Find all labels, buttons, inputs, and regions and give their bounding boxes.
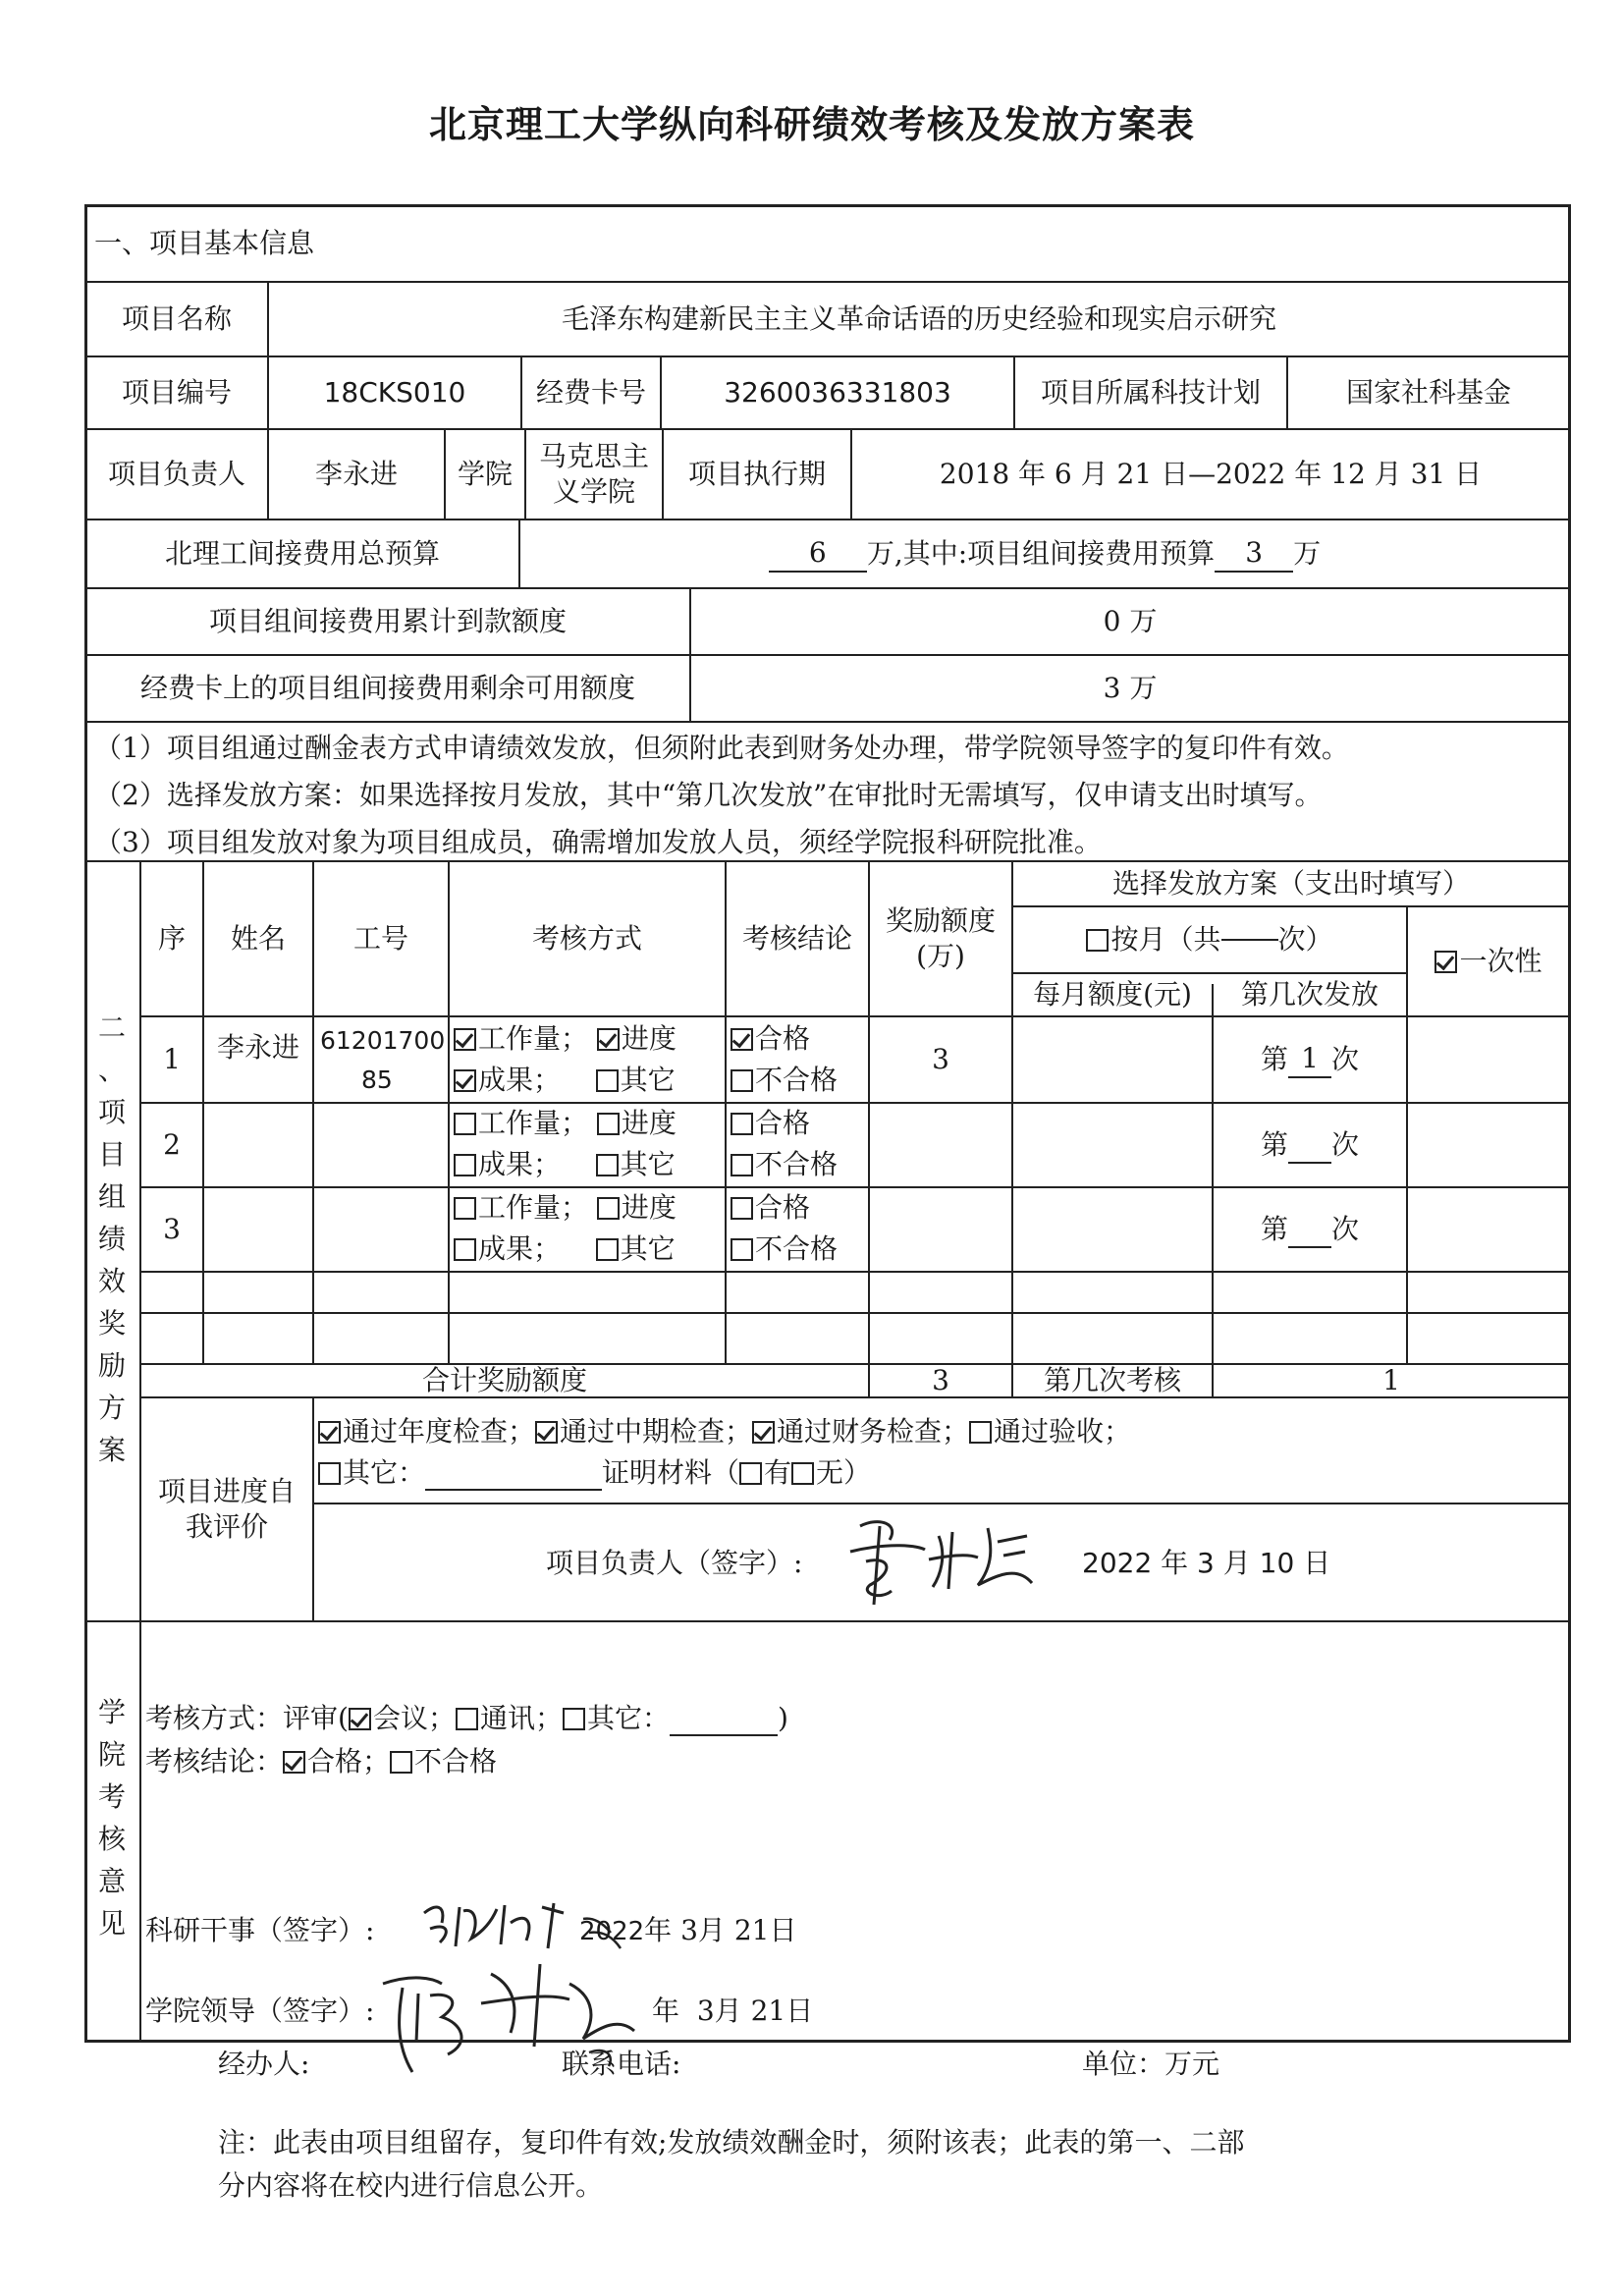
row1-result-checkbox[interactable] (454, 1069, 476, 1092)
acceptance-label: 通过验收； (994, 1415, 1132, 1448)
leader-label: 项目负责人 (107, 457, 245, 490)
row2-workload-checkbox[interactable] (454, 1113, 476, 1135)
other-check-blank[interactable] (425, 1457, 602, 1491)
mid-check-label: 通过中期检查； (560, 1415, 753, 1448)
review-other-checkbox[interactable] (563, 1708, 585, 1730)
leader-year-unit: 年 (652, 1995, 680, 2027)
secretary-year: 2022 (579, 1917, 645, 1946)
row2-fail-checkbox[interactable] (731, 1154, 753, 1176)
fail-label: 不合格 (755, 1232, 839, 1265)
header-name: 姓名 (230, 921, 286, 955)
result-label: 成果； (478, 1232, 562, 1265)
acceptance-checkbox[interactable] (969, 1421, 992, 1444)
row3-method-line2 (454, 1233, 676, 1265)
monthly-label-tail: 次） (1277, 922, 1333, 956)
card-no-value: 3260036331803 (724, 375, 951, 409)
row3-workload-checkbox[interactable] (454, 1197, 476, 1220)
nth-prefix: 第 (1260, 1042, 1288, 1075)
college-value: 马克思主义学院 (538, 439, 649, 508)
finance-check-checkbox[interactable] (752, 1421, 775, 1444)
once-checkbox[interactable] (1435, 951, 1457, 973)
secretary-year-unit: 年 (644, 1914, 673, 1946)
leader-value: 李永进 (314, 457, 398, 490)
row1-progress-checkbox[interactable] (597, 1028, 620, 1051)
row1-method-line2 (454, 1065, 676, 1096)
header-amount: 奖励额度(万) (885, 903, 996, 972)
row3-pass (731, 1192, 810, 1224)
row2-pass (731, 1108, 810, 1139)
college-label: 学院 (457, 457, 513, 490)
result-label: 成果； (478, 1064, 562, 1096)
header-method: 考核方式 (531, 921, 642, 955)
remaining-label: 经费卡上的项目组间接费用剩余可用额度 (139, 671, 635, 704)
secretary-day-unit: 日 (769, 1914, 797, 1946)
fail-label: 不合格 (755, 1064, 839, 1096)
row1-other-checkbox[interactable] (596, 1069, 619, 1092)
indirect-total-label: 北理工间接费用总预算 (164, 536, 440, 570)
monthly-checkbox[interactable] (1086, 929, 1109, 952)
pass-label: 合格 (755, 1107, 811, 1139)
project-no-label: 项目编号 (121, 375, 232, 409)
row1-nth (1214, 1017, 1406, 1102)
received-label: 项目组间接费用累计到款额度 (208, 604, 567, 637)
review-fail-label: 不合格 (414, 1745, 498, 1777)
other-label: 其它 (620, 1232, 676, 1265)
secretary-sign-date (579, 1915, 797, 1947)
plan-label: 项目所属科技计划 (1040, 375, 1261, 409)
row1-id-line1: 61201700 (320, 1026, 446, 1055)
nth-prefix: 第 (1260, 1127, 1288, 1161)
unit-label: 单位：万元 (1082, 2048, 1220, 2080)
row1-amount: 3 (932, 1042, 949, 1075)
note-2: （2）选择发放方案：如果选择按月发放，其中“第几次发放”在审批时无需填写，仅申请支出时填写。 (94, 779, 1323, 811)
note-3: （3）项目组发放对象为项目组成员，确需增加发放人员，须经学院报科研院批准。 (94, 826, 1102, 858)
row3-progress-checkbox[interactable] (597, 1197, 620, 1220)
received-value: 0 万 (1103, 604, 1158, 637)
project-name-label: 项目名称 (121, 301, 232, 335)
card-no-label: 经费卡号 (535, 375, 646, 409)
finance-check-label: 通过财务检查； (777, 1415, 970, 1448)
leader-signature (831, 1506, 1047, 1614)
note-1: （1）项目组通过酬金表方式申请绩效发放，但须附此表到财务处办理，带学院领导签字的复印件有效。 (94, 732, 1349, 764)
leader-day: 21 (750, 1995, 786, 2027)
header-conclusion: 考核结论 (741, 921, 852, 955)
total-label: 合计奖励额度 (421, 1363, 587, 1396)
row3-fail (731, 1233, 838, 1265)
proof-no-checkbox[interactable] (791, 1462, 814, 1485)
indirect-unit-text: 万,其中:项目组间接费用预算 (866, 536, 1216, 570)
row1-name: 李永进 (216, 1030, 299, 1064)
header-plan-select: 选择发放方案（支出时填写） (1111, 866, 1470, 900)
phone-label: 联系电话: (562, 2048, 681, 2080)
form-title: 北京理工大学纵向科研绩效考核及发放方案表 (428, 103, 1195, 146)
period-value: 2018 年 6 月 21 日—2022 年 12 月 31 日 (939, 457, 1483, 490)
row2-nth-value (1288, 1126, 1331, 1164)
row1-method-line1 (454, 1023, 677, 1055)
indirect-group-unit: 万 (1293, 536, 1322, 570)
period-label: 项目执行期 (687, 457, 826, 490)
row3-fail-checkbox[interactable] (731, 1238, 753, 1261)
indirect-total-value: 6 (769, 535, 867, 573)
review-method-label: 考核方式：评审( (145, 1702, 349, 1734)
monthly-count (1221, 939, 1278, 941)
other-check-checkbox[interactable] (318, 1462, 341, 1485)
footer-note-line1: 注：此表由项目组留存，复印件有效;发放绩效酬金时，须附该表；此表的第一、二部 (218, 2126, 1245, 2159)
row1-pass-checkbox[interactable] (731, 1028, 753, 1051)
total-value: 3 (932, 1363, 949, 1396)
row2-fail (731, 1149, 838, 1180)
plan-value: 国家社科基金 (1345, 375, 1511, 409)
row2-pass-checkbox[interactable] (731, 1113, 753, 1135)
progress-label: 进度 (621, 1107, 677, 1139)
secretary-month: 3 (680, 1914, 698, 1946)
section3-side-label: 学 院 考 核 意 见 (97, 1696, 126, 1940)
row2-seq: 2 (163, 1127, 181, 1161)
workload-label: 工作量； (478, 1191, 589, 1224)
project-no-value: 18CKS010 (323, 375, 466, 409)
comm-label: 通讯； (479, 1702, 563, 1734)
row1-fail (731, 1065, 838, 1096)
proof-no-label: 无） (816, 1456, 872, 1489)
proof-yes-label: 有 (764, 1456, 792, 1489)
header-nth: 第几次发放 (1240, 977, 1379, 1011)
nth-review-label: 第几次考核 (1043, 1363, 1181, 1396)
leader-month: 3 (696, 1995, 715, 2027)
nth-suffix: 次 (1331, 1042, 1360, 1075)
once-label: 一次性 (1459, 944, 1543, 977)
review-conclusion-label: 考核结论： (145, 1745, 284, 1777)
handler-label: 经办人: (218, 2048, 310, 2080)
section1-heading: 一、项目基本信息 (94, 227, 315, 259)
row2-method-line2 (454, 1149, 676, 1180)
project-name-value: 毛泽东构建新民主主义革命话语的历史经验和现实启示研究 (561, 301, 1276, 335)
leader-day-unit: 日 (785, 1995, 814, 2027)
row2-nth (1214, 1104, 1406, 1186)
row3-result-checkbox[interactable] (454, 1238, 476, 1261)
result-label: 成果； (478, 1148, 562, 1180)
nth-prefix: 第 (1260, 1212, 1288, 1245)
progress-checks-line2 (318, 1457, 871, 1491)
review-other-blank[interactable] (670, 1703, 778, 1736)
row1-id-line2: 85 (361, 1066, 393, 1094)
college-leader-sign-label: 学院领导（签字）: (145, 1995, 375, 2027)
other-check-label: 其它： (343, 1456, 426, 1489)
row3-method-line1 (454, 1192, 677, 1224)
meeting-label: 会议； (372, 1702, 456, 1734)
row1-pass (731, 1023, 810, 1055)
review-method-line (145, 1703, 788, 1736)
annual-check-label: 通过年度检查； (343, 1415, 536, 1448)
progress-label: 进度 (621, 1022, 677, 1055)
review-pass-checkbox[interactable] (283, 1751, 305, 1774)
secretary-day: 21 (733, 1914, 770, 1946)
row1-fail-checkbox[interactable] (731, 1069, 753, 1092)
once-option[interactable] (1408, 907, 1569, 1015)
section2-side-label: 二 、 项 目 组 绩 效 奖 励 方 案 (97, 1011, 126, 1466)
workload-label: 工作量； (478, 1107, 589, 1139)
review-fail-checkbox[interactable] (390, 1751, 412, 1774)
workload-label: 工作量； (478, 1022, 589, 1055)
progress-checks-line1 (318, 1416, 1131, 1448)
review-method-close: ) (777, 1702, 788, 1734)
progress-label: 进度 (621, 1191, 677, 1224)
secretary-sign-label: 科研干事（签字）: (145, 1914, 375, 1946)
review-pass-label: 合格； (307, 1745, 391, 1777)
row3-nth (1214, 1188, 1406, 1271)
row2-progress-checkbox[interactable] (597, 1113, 620, 1135)
row2-other-checkbox[interactable] (596, 1154, 619, 1176)
header-seq: 序 (157, 921, 186, 955)
remaining-value: 3 万 (1103, 671, 1158, 704)
row3-pass-checkbox[interactable] (731, 1197, 753, 1220)
row3-nth-value (1288, 1211, 1331, 1248)
footer-note-line2: 分内容将在校内进行信息公开。 (218, 2169, 604, 2202)
fail-label: 不合格 (755, 1148, 839, 1180)
pass-label: 合格 (755, 1022, 811, 1055)
pass-label: 合格 (755, 1191, 811, 1224)
header-month-amount: 每月额度(元) (1033, 977, 1192, 1011)
monthly-option[interactable] (1013, 907, 1406, 972)
annual-check-checkbox[interactable] (318, 1421, 341, 1444)
nth-review-value: 1 (1382, 1363, 1400, 1396)
header-id: 工号 (352, 921, 408, 955)
leader-sign-date: 2022 年 3 月 10 日 (1082, 1547, 1331, 1579)
secretary-month-unit: 月 (697, 1914, 726, 1946)
row2-result-checkbox[interactable] (454, 1154, 476, 1176)
row3-other-checkbox[interactable] (596, 1238, 619, 1261)
nth-suffix: 次 (1331, 1212, 1360, 1245)
row1-workload-checkbox[interactable] (454, 1028, 476, 1051)
review-conclusion-line (145, 1746, 497, 1777)
leader-month-unit: 月 (714, 1995, 742, 2027)
mid-check-checkbox[interactable] (535, 1421, 558, 1444)
indirect-group-value: 3 (1215, 535, 1293, 573)
college-leader-sign-date (652, 1995, 813, 2027)
other-label: 其它 (620, 1148, 676, 1180)
meeting-checkbox[interactable] (349, 1708, 371, 1730)
other-label: 其它 (620, 1064, 676, 1096)
comm-checkbox[interactable] (456, 1708, 478, 1730)
proof-yes-checkbox[interactable] (739, 1462, 762, 1485)
progress-self-eval-label: 项目进度自我评价 (157, 1474, 296, 1543)
monthly-label: 按月（共 (1110, 922, 1221, 956)
nth-suffix: 次 (1331, 1127, 1360, 1161)
proof-label: 证明材料（ (602, 1456, 740, 1489)
review-other-label: 其它： (586, 1702, 670, 1734)
leader-sign-label: 项目负责人（签字）: (546, 1547, 803, 1579)
row3-seq: 3 (163, 1212, 181, 1245)
row2-method-line1 (454, 1108, 677, 1139)
row1-seq: 1 (163, 1042, 181, 1075)
row1-nth-value: 1 (1288, 1041, 1331, 1078)
indirect-total-row (520, 520, 1569, 587)
